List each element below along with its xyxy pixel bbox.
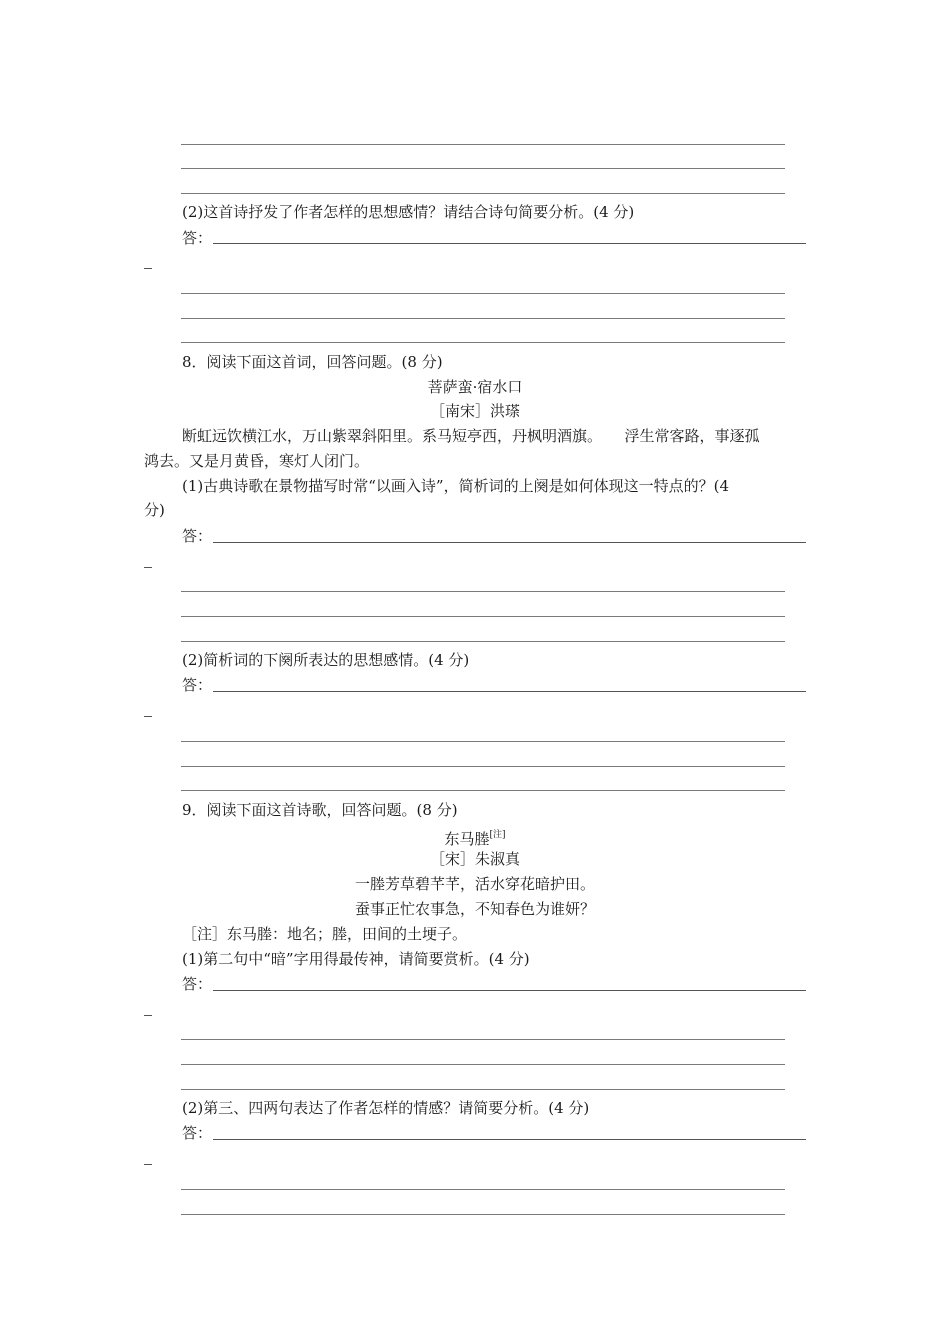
q9-poem-title bbox=[145, 825, 805, 849]
line-marker bbox=[144, 1015, 152, 1016]
q8-poem-line: 断虹远饮横江水，万山紫翠斜阳里。系马短亭西，丹枫明酒旗。 浮生常客路，事逐孤 bbox=[182, 427, 760, 445]
answer-line bbox=[181, 144, 785, 145]
q9-title-note-mark: [注] bbox=[489, 830, 506, 840]
answer-line bbox=[181, 741, 785, 742]
answer-field[interactable] bbox=[213, 990, 806, 991]
answer-line bbox=[181, 342, 785, 343]
answer-line bbox=[181, 1089, 785, 1090]
q9-poem-author: ［宋］朱淑真 bbox=[429, 850, 520, 868]
line-marker bbox=[144, 268, 152, 269]
answer-field[interactable] bbox=[213, 691, 806, 692]
q9-part1-prompt: (1)第二句中“暗”字用得最传神，请简要赏析。(4 分) bbox=[182, 950, 530, 968]
q9-note: ［注］东马塍：地名；塍，田间的土埂子。 bbox=[182, 925, 468, 943]
answer-line bbox=[181, 616, 785, 617]
q9-heading: 9．阅读下面这首诗歌，回答问题。(8 分) bbox=[182, 801, 458, 819]
answer-line bbox=[181, 641, 785, 642]
line-marker bbox=[144, 567, 152, 568]
answer-line bbox=[181, 318, 785, 319]
q8-poem-author: ［南宋］洪瑹 bbox=[429, 402, 520, 420]
q9-poem-line: 蚕事正忙农事急，不知春色为谁妍？ bbox=[354, 900, 595, 918]
q8-part2-prompt: (2)简析词的下阕所表达的思想感情。(4 分) bbox=[182, 651, 470, 669]
q8-part1-prompt: (1)古典诗歌在景物描写时常“以画入诗”，简析词的上阕是如何体现这一特点的？(4 bbox=[182, 477, 729, 495]
answer-line bbox=[181, 1189, 785, 1190]
answer-line bbox=[181, 591, 785, 592]
q8-heading: 8．阅读下面这首词，回答问题。(8 分) bbox=[182, 353, 443, 371]
answer-line bbox=[181, 293, 785, 294]
line-marker bbox=[144, 716, 152, 717]
answer-line bbox=[181, 790, 785, 791]
answer-label: 答： bbox=[182, 676, 213, 694]
q8-poem-line: 鸿去。又是月黄昏，寒灯人闭门。 bbox=[144, 452, 370, 470]
answer-label: 答： bbox=[182, 975, 213, 993]
q9-poem-line: 一塍芳草碧芊芊，活水穿花暗护田。 bbox=[354, 875, 595, 893]
answer-line bbox=[181, 193, 785, 194]
answer-field[interactable] bbox=[213, 542, 806, 543]
q9-title-text: 东马塍 bbox=[444, 830, 490, 848]
answer-line bbox=[181, 1214, 785, 1215]
answer-field[interactable] bbox=[213, 1139, 806, 1140]
answer-label: 答： bbox=[182, 229, 213, 247]
q8-part1-prompt-cont: 分) bbox=[144, 501, 165, 519]
answer-label: 答： bbox=[182, 527, 213, 545]
q9-part2-prompt: (2)第三、四两句表达了作者怎样的情感？请简要分析。(4 分) bbox=[182, 1099, 590, 1117]
answer-line bbox=[181, 168, 785, 169]
answer-line bbox=[181, 1039, 785, 1040]
answer-field[interactable] bbox=[213, 243, 806, 244]
line-marker bbox=[144, 1164, 152, 1165]
answer-line bbox=[181, 1064, 785, 1065]
q8-poem-title: 菩萨蛮·宿水口 bbox=[427, 378, 523, 396]
answer-line bbox=[181, 766, 785, 767]
q7-part2-prompt: (2)这首诗抒发了作者怎样的思想感情？请结合诗句简要分析。(4 分) bbox=[182, 203, 635, 221]
answer-label: 答： bbox=[182, 1124, 213, 1142]
